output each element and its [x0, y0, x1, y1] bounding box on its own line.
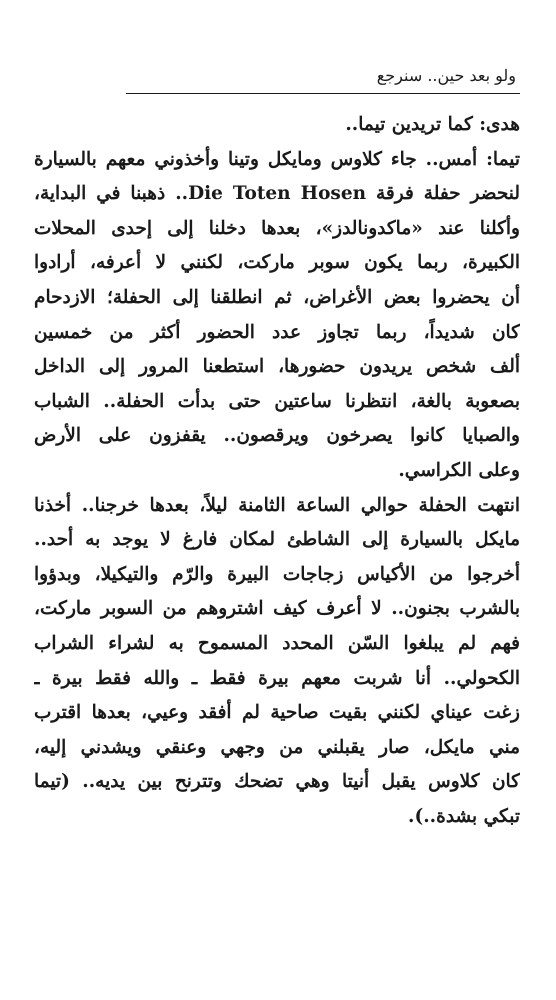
text-line: الكبيرة، ربما يكون سوبر ماركت، لكنني لا أعرفه، أرادوا — [34, 252, 520, 274]
text-line: مايكل بالسيارة إلى الشاطئ لمكان فارغ لا يوجد به أحد.. — [34, 529, 520, 551]
text-line: وعلى الكراسي. — [398, 459, 520, 481]
text-line: تيما: أمس.. جاء كلاوس ومايكل وتينا وأخذوني معهم بالسيارة — [34, 148, 520, 170]
text-line: أن يحضروا بعض الأغراض، ثم انطلقنا إلى الحفلة؛ الازدحام — [34, 286, 520, 308]
text-line: هدى: كما تريدين تيما.. — [345, 114, 520, 135]
text-line: زغت عيناي لكنني بقيت صاحية لم أفقد وعيي، بعدها اقترب — [34, 702, 520, 724]
text-line: فهم لم يبلغوا السّن المحدد المسموح به لشراء الشراب — [34, 632, 520, 654]
text-line: مني مايكل، صار يقبلني من وجهي وعنقي ويشدني إليه، — [34, 736, 520, 758]
text-line: الكحولي.. أنا شربت معهم بيرة فقط ـ والله فقط بيرة ـ — [34, 667, 520, 689]
text-line: لنحضر حفلة فرقة Die Toten Hosen.. ذهبنا في البداية، — [34, 183, 520, 205]
text-line: والصبايا كانوا يصرخون ويرقصون.. يقفزون على الأرض — [34, 425, 520, 447]
running-head: ولو بعد حين.. سنرجع — [376, 66, 516, 85]
text-line: أخرجوا من الأكياس زجاجات البيرة والرّم والتيكيلا، وبدؤوا — [34, 563, 520, 585]
text-line: بالشرب بجنون.. لا أعرف كيف اشتروهم من السوبر ماركت، — [34, 598, 520, 620]
header-rule — [126, 93, 520, 94]
text-line: ألف شخص يريدون حضورها، استطعنا المرور إلى الداخل — [34, 356, 520, 378]
text-line: تبكي بشدة..). — [408, 805, 520, 827]
text-line: وأكلنا عند «ماكدونالدز»، بعدها دخلنا إلى إحدى المحلات — [34, 217, 520, 239]
body-text — [34, 108, 520, 834]
text-line: كان شديداً، ربما تجاوز عدد الحضور أكثر من خمسين — [34, 321, 520, 343]
text-line: كان كلاوس يقبل أنيتا وهي تضحك وتترنح بين يديه.. (تيما — [34, 771, 520, 793]
text-line: انتهت الحفلة حوالي الساعة الثامنة ليلاً، بعدها خرجنا.. أخذنا — [34, 494, 520, 516]
text-line: بصعوبة بالغة، انتظرنا ساعتين حتى بدأت الحفلة.. الشباب — [34, 390, 520, 412]
